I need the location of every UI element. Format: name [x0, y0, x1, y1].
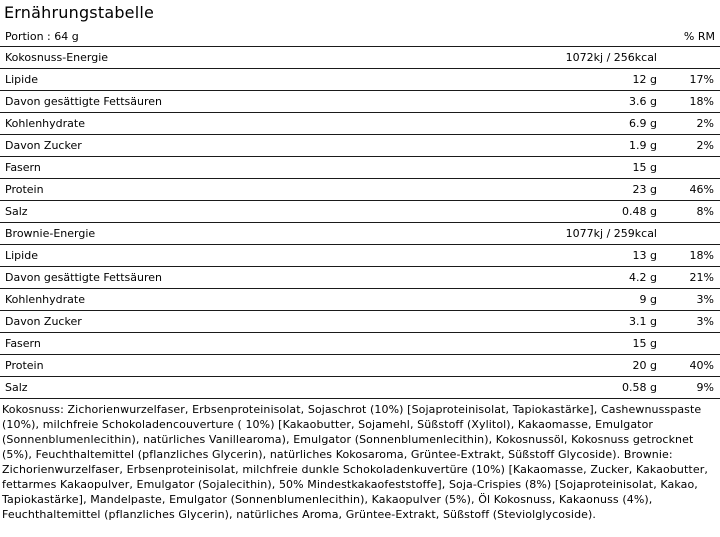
table-row	[0, 47, 720, 69]
table-row	[0, 355, 720, 377]
row-pct: 21%	[689, 271, 714, 284]
table-row	[0, 157, 720, 179]
row-value: 13 g	[632, 249, 657, 262]
row-pct: 2%	[696, 139, 714, 152]
row-label: Davon Zucker	[5, 315, 82, 328]
row-label: Davon gesättigte Fettsäuren	[5, 271, 162, 284]
row-label: Salz	[5, 205, 28, 218]
table-header-row	[0, 26, 720, 47]
table-row	[0, 377, 720, 399]
row-label: Kohlenhydrate	[5, 117, 85, 130]
page-title: Ernährungstabelle	[4, 3, 155, 22]
row-value: 4.2 g	[629, 271, 657, 284]
row-value: 20 g	[632, 359, 657, 372]
row-value: 15 g	[632, 161, 657, 174]
row-value: 1077kj / 259kcal	[565, 227, 657, 240]
row-value: 15 g	[632, 337, 657, 350]
table-row	[0, 91, 720, 113]
table-row	[0, 135, 720, 157]
row-label: Davon Zucker	[5, 139, 82, 152]
table-row	[0, 311, 720, 333]
row-label: Fasern	[5, 161, 41, 174]
row-label: Protein	[5, 183, 44, 196]
row-label: Kohlenhydrate	[5, 293, 85, 306]
row-pct: 3%	[696, 293, 714, 306]
row-value: 1072kj / 256kcal	[565, 51, 657, 64]
row-value: 0.58 g	[622, 381, 657, 394]
table-row	[0, 201, 720, 223]
row-pct: 17%	[689, 73, 714, 86]
table-row	[0, 113, 720, 135]
table-row	[0, 333, 720, 355]
row-label: Lipide	[5, 249, 38, 262]
row-label: Protein	[5, 359, 44, 372]
table-row	[0, 223, 720, 245]
row-value: 12 g	[632, 73, 657, 86]
rm-column-header: % RM	[683, 30, 715, 43]
table-row	[0, 245, 720, 267]
row-pct: 2%	[696, 117, 714, 130]
row-value: 23 g	[632, 183, 657, 196]
ingredients-text: Kokosnuss: Zichorienwurzelfaser, Erbsenproteinisolat, Sojaschrot (10%) [Sojaproteinisolat, Tapiokastärke], Cashewnusspaste (10%), milchfreie Schokoladencouverture ( 10%) [Kakaobutter, Sojamehl, Süßstoff (Xylitol), Kakaomasse, Emulgator (Sonnenblumenlecithin), natürliches Vanillearoma), Emulgator (Sonnenblumenlecithin), Kokosnussöl, Kokosnuss getrocknet (5%), Feuchthaltemittel (pflanzliches Glycerin), natürliches Kokosaroma, Grüntee-Extrakt, Süßstoff Glycoside). Brownie: Zichorienwurzelfaser, Erbsenproteinisolat, milchfreie dunkle Schokoladenkuvertüre (10%) [Kakaomasse, Zucker, Kakaobutter, fettarmes Kakaopulver, Emulgator (Sojalecithin), 50% Mindestkakaofeststoffe], Soja-Crispies (8%) [Sojaproteinisolat, Kakao, Tapiokastärke], Mandelpaste, Emulgator (Sonnenblumenlecithin), Kakaopulver (5%), Öl Kokosnuss, Kakaonuss (4%), Feuchthaltemittel (pflanzliches Glycerin), natürliches Aroma, Grüntee-Extrakt, Süßstoff (Steviolglycoside).	[2, 403, 712, 521]
row-label: Kokosnuss-Energie	[5, 51, 109, 64]
table-row	[0, 289, 720, 311]
row-value: 0.48 g	[622, 205, 657, 218]
row-value: 3.1 g	[629, 315, 657, 328]
row-value: 9 g	[639, 293, 657, 306]
row-pct: 8%	[696, 205, 714, 218]
table-row	[0, 69, 720, 91]
row-pct: 9%	[696, 381, 714, 394]
row-pct: 40%	[689, 359, 714, 372]
row-pct: 18%	[689, 249, 714, 262]
row-value: 1.9 g	[629, 139, 657, 152]
row-label: Fasern	[5, 337, 41, 350]
table-row	[0, 179, 720, 201]
row-label: Lipide	[5, 73, 38, 86]
row-label: Davon gesättigte Fettsäuren	[5, 95, 162, 108]
row-value: 3.6 g	[629, 95, 657, 108]
portion-label: Portion : 64 g	[5, 30, 79, 43]
row-pct: 3%	[696, 315, 714, 328]
row-label: Salz	[5, 381, 28, 394]
table-row	[0, 267, 720, 289]
row-label: Brownie-Energie	[5, 227, 96, 240]
row-pct: 18%	[689, 95, 714, 108]
row-pct: 46%	[689, 183, 714, 196]
nutrition-table-body	[0, 47, 720, 399]
row-value: 6.9 g	[629, 117, 657, 130]
